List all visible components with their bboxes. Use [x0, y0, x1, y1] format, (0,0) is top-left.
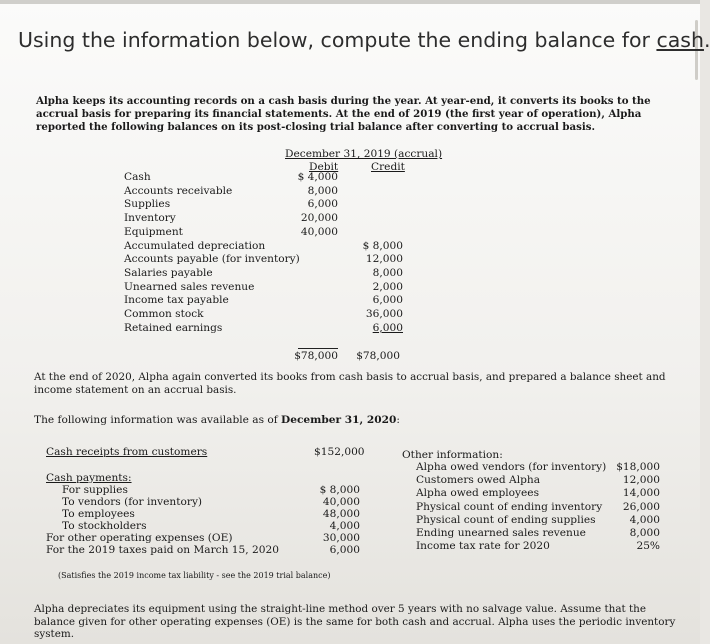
paragraph-2020: At the end of 2020, Alpha again converted its books from cash basis to accrual basis, and prepared a balance sheet and income statement on an accrual basis. — [34, 371, 666, 396]
payment-value: 30,000 — [322, 532, 360, 544]
other-info-value: $18,000 — [616, 461, 660, 473]
account-debit: 6,000 — [307, 198, 338, 211]
payment-label: For the 2019 taxes paid on March 15, 2020 — [46, 544, 279, 556]
account-debit: $ 4,000 — [297, 171, 338, 183]
account-credit: 2,000 — [372, 280, 403, 293]
top-divider — [0, 0, 700, 4]
other-info-value: 12,000 — [622, 474, 660, 487]
other-info-label-item: Ending unearned sales revenue — [416, 527, 586, 539]
account-credit: 6,000 — [372, 294, 403, 307]
other-info-label-item: Physical count of ending inventory — [416, 500, 603, 513]
account-name: Equipment — [124, 225, 183, 238]
account-name: Unearned sales revenue — [124, 280, 255, 293]
other-info-label-item: Customers owed Alpha — [416, 474, 541, 487]
payment-value: $ 8,000 — [319, 484, 360, 496]
other-info-label-item: Alpha owed employees — [416, 487, 540, 500]
cash-payments-label: Cash payments: — [46, 472, 132, 484]
debit-total-rule — [298, 348, 338, 349]
account-credit: 12,000 — [365, 253, 403, 266]
debit-header: Debit — [309, 161, 339, 173]
cash-receipts-label: Cash receipts from customers — [46, 446, 208, 458]
info-line: The following information was available as of December 31, 2020: — [34, 414, 400, 426]
other-info-value: 4,000 — [629, 513, 660, 526]
payment-label: To employees — [62, 508, 135, 520]
account-name: Accumulated depreciation — [124, 239, 266, 252]
account-debit: 8,000 — [307, 184, 338, 197]
payment-label: To vendors (for inventory) — [62, 496, 203, 508]
credit-total: $78,000 — [356, 350, 400, 362]
account-name: Inventory — [124, 212, 176, 225]
footer-paragraph: Alpha depreciates its equipment using the straight-line method over 5 years with no salvage value. Assume that the balance given for other operating expenses (OE) is the same for both cash and accrual. Alpha uses the periodic inventory system. — [34, 603, 676, 640]
account-name: Cash — [124, 171, 151, 183]
other-info-value: 8,000 — [629, 527, 660, 539]
other-info-label-item: Income tax rate for 2020 — [416, 540, 550, 553]
other-info-label-item: Physical count of ending supplies — [416, 513, 596, 526]
debit-total: $78,000 — [294, 350, 338, 362]
account-credit: 36,000 — [365, 308, 403, 320]
cash-emphasis: cash — [656, 28, 704, 52]
other-info-label: Other information: — [402, 449, 503, 461]
account-name: Accounts receivable — [124, 184, 233, 197]
account-debit: 20,000 — [300, 212, 338, 225]
account-credit: 8,000 — [372, 266, 403, 279]
payment-value: 4,000 — [329, 520, 360, 532]
tax-note: (Satisfies the 2019 income tax liability - see the 2019 trial balance) — [58, 571, 331, 580]
cash-receipts-value: $152,000 — [314, 446, 365, 458]
account-name: Accounts payable (for inventory) — [124, 253, 300, 266]
credit-header: Credit — [371, 161, 405, 173]
payment-label: To stockholders — [62, 520, 147, 532]
trial-balance-title: December 31, 2019 (accrual) — [285, 148, 443, 160]
account-debit: 40,000 — [300, 225, 338, 238]
question-heading: Using the information below, compute the ending balance for cash. — [18, 28, 710, 52]
payment-value: 48,000 — [322, 508, 360, 520]
intro-paragraph: Alpha keeps its accounting records on a cash basis during the year. At year-end, it converts its books to the accrual basis for preparing its financial statements. At the end of 2019 (the first year of operation), Alpha reported the following balances on its post-closing trial balance after converting to accrual basis. — [36, 95, 651, 133]
payment-label: For other operating expenses (OE) — [46, 532, 233, 544]
payment-value: 40,000 — [322, 496, 360, 508]
account-name: Supplies — [124, 198, 171, 211]
other-info-value: 14,000 — [622, 487, 660, 500]
payment-label: For supplies — [62, 484, 128, 496]
account-name: Retained earnings — [124, 321, 223, 334]
account-name: Salaries payable — [124, 266, 213, 279]
account-credit: $ 8,000 — [362, 239, 403, 252]
payment-value: 6,000 — [329, 544, 360, 556]
other-info-value: 26,000 — [622, 500, 660, 513]
other-info-value: 25% — [636, 540, 660, 553]
account-name: Income tax payable — [124, 294, 229, 307]
account-name: Common stock — [124, 308, 204, 320]
other-info-label-item: Alpha owed vendors (for inventory) — [416, 461, 607, 473]
account-credit: 6,000 — [372, 321, 403, 334]
